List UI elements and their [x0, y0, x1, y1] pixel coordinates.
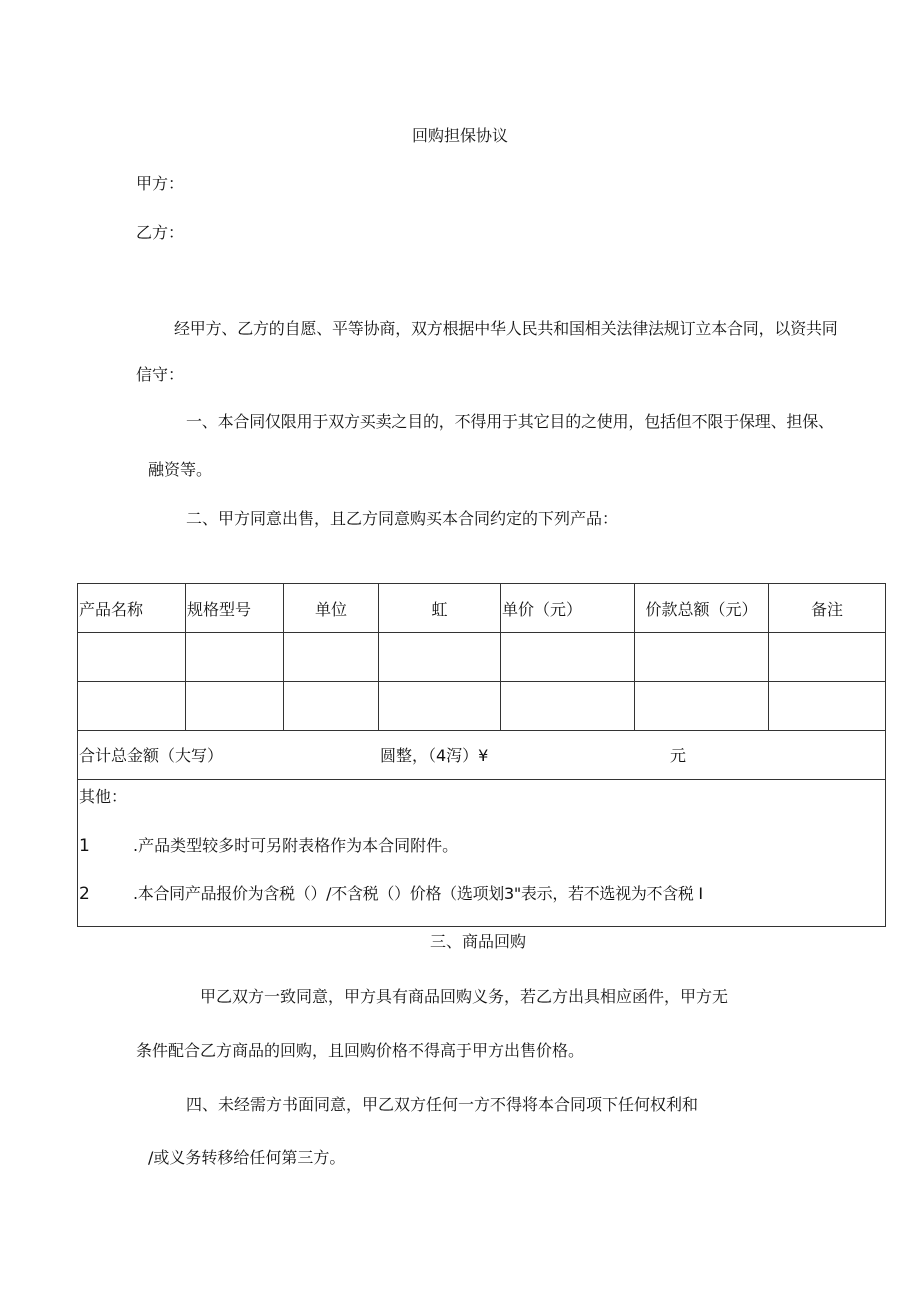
total-cell — [78, 731, 886, 780]
table-cell — [186, 633, 284, 682]
header-unit-price: 单价（元） — [501, 584, 635, 633]
table-cell — [379, 682, 501, 731]
intro-line-1: 经甲方、乙方的自愿、平等协商，双方根据中华人民共和国相关法律法规订立本合同，以资共同 — [174, 319, 838, 338]
total-amount-figures-label: 圆整，（4泻）¥ — [380, 746, 489, 765]
table-cell — [501, 633, 635, 682]
note-1-number: 1 — [79, 836, 90, 856]
clause-4-line-1: 四、未经需方书面同意，甲乙双方任何一方不得将本合同项下任何权利和 — [186, 1095, 699, 1114]
clause-3-title: 三、商品回购 — [430, 932, 527, 951]
header-total-price: 价款总额（元） — [635, 584, 769, 633]
intro-line-2: 信守： — [136, 365, 185, 384]
table-cell — [635, 633, 769, 682]
total-currency-unit: 元 — [670, 746, 687, 765]
clause-4-line-2: /或义务转移给任何第三方。 — [148, 1148, 346, 1167]
table-header-row — [78, 584, 886, 633]
header-unit: 单位 — [284, 584, 379, 633]
header-spec-model: 规格型号 — [186, 584, 284, 633]
clause-1-line-1: 一、本合同仅限用于双方买卖之目的，不得用于其它目的之使用，包括但不限于保理、担保、 — [186, 412, 834, 431]
clause-3-line-1: 甲乙双方一致同意，甲方具有商品回购义务，若乙方出具相应函件，甲方无 — [200, 987, 729, 1006]
table-cell — [78, 633, 186, 682]
clause-1-line-2: 融资等。 — [148, 460, 213, 479]
table-cell — [78, 682, 186, 731]
header-quantity: 虹 — [379, 584, 501, 633]
product-table — [77, 583, 886, 927]
table-cell — [769, 633, 886, 682]
clause-3-line-2: 条件配合乙方商品的回购，且回购价格不得高于甲方出售价格。 — [136, 1041, 585, 1060]
header-remark: 备注 — [769, 584, 886, 633]
clause-2: 二、甲方同意出售，且乙方同意购买本合同约定的下列产品： — [186, 509, 619, 528]
note-2-text: .本合同产品报价为含税（）/不含税（）价格（选项划3"表示，若不选视为不含税 I — [133, 884, 703, 903]
header-product-name: 产品名称 — [78, 584, 186, 633]
table-cell — [769, 682, 886, 731]
table-cell — [501, 682, 635, 731]
other-cell — [78, 780, 886, 927]
note-1-text: .产品类型较多时可另附表格作为本合同附件。 — [133, 836, 459, 855]
total-label: 合计总金额（大写） — [79, 746, 224, 765]
table-row — [78, 682, 886, 731]
table-cell — [186, 682, 284, 731]
other-row — [78, 780, 886, 927]
total-row — [78, 731, 886, 780]
table-row — [78, 633, 886, 682]
table-cell — [284, 682, 379, 731]
note-2-number: 2 — [79, 884, 90, 904]
document-title: 回购担保协议 — [411, 126, 508, 145]
party-a-label: 甲方： — [136, 174, 185, 193]
party-b-label: 乙方： — [136, 223, 185, 242]
table-cell — [284, 633, 379, 682]
other-label: 其他： — [79, 787, 128, 806]
table-cell — [635, 682, 769, 731]
table-cell — [379, 633, 501, 682]
